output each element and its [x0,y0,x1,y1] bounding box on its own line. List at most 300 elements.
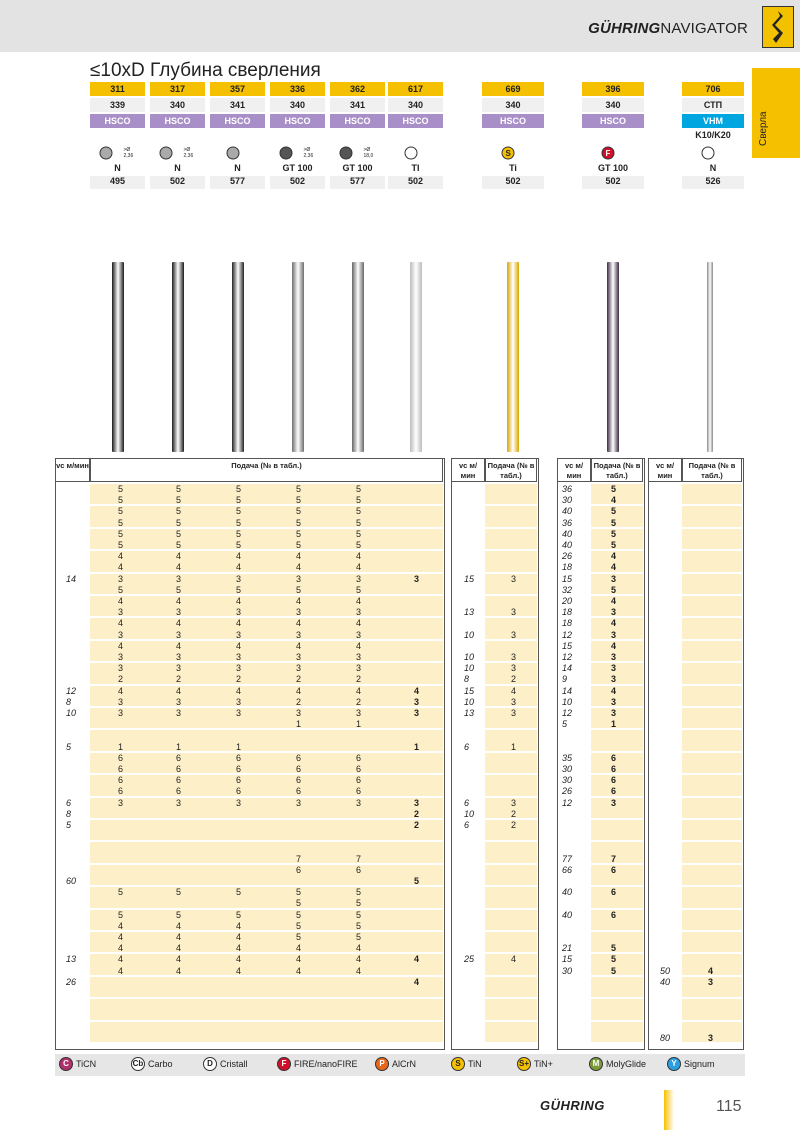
catalog-ref: 502 [388,176,443,189]
feed-value: 4 [176,954,182,965]
feed-value: 2 [296,674,302,685]
legend-item [375,1057,416,1071]
feed-value: 3 [356,607,362,618]
feed-value: 4 [356,562,362,573]
feed-value: 5 [176,484,182,494]
vc-value: 10 [464,663,475,674]
table-row-band [591,574,643,594]
vc-value: 12 [562,629,573,640]
feed-value: 4 [176,618,182,629]
vc-value: 40 [562,540,573,550]
feed-value: 4 [236,932,242,942]
legend-label: Cristall [220,1059,248,1069]
vc-value: 5 [66,741,72,752]
feed-value: 6 [118,752,124,763]
feed-value: 3 [511,696,517,707]
coating-mark-icon: C [59,1057,73,1071]
vc-value: 13 [464,607,475,618]
feed-value: 5 [176,887,182,898]
feed-value: 6 [118,786,124,797]
catalog-ref: 526 [682,176,744,189]
legend-item [667,1057,715,1071]
legend-label: Carbo [148,1059,173,1069]
table-row-band [90,1022,443,1042]
coating-mark-icon: Cb [131,1057,145,1071]
catalog-ref: 502 [582,176,644,189]
feed-value: 5 [296,898,302,909]
drill-image [607,262,619,452]
table-row-band [591,506,643,526]
feed-value: 6 [236,786,242,797]
feed-value: 5 [611,506,617,517]
feed-value: 5 [611,584,617,595]
table-row-band [485,529,537,549]
table-row-band [90,865,443,885]
feed-value: 4 [176,596,182,606]
feed-value: 4 [296,640,302,651]
coating-mark-icon: F [277,1057,291,1071]
feed-value: 4 [118,943,124,954]
type-label: N [234,163,241,173]
legend-label: TiN [468,1059,482,1069]
catalog-ref: 495 [90,176,145,189]
feed-value: 4 [356,954,362,965]
vc-value: 5 [66,820,72,830]
feed-value: 5 [176,517,182,528]
vc-value: 10 [464,696,475,707]
feed-value: 3 [176,708,182,718]
table-row-band [485,887,537,907]
table-row-band [591,663,643,683]
table-row-band [682,618,742,638]
drill-image [507,262,519,452]
feed-value: 4 [236,562,242,573]
product-column [150,82,205,189]
feed-value: 2 [511,808,517,819]
table-row-band [485,506,537,526]
grey-circle-icon [210,143,265,163]
feed-value: 3 [236,663,242,674]
table-row-band [485,999,537,1019]
table-row-band [591,932,643,952]
feed-value: 4 [296,954,302,965]
table-row-band [90,506,443,526]
feed-value: 3 [118,629,124,640]
feed-value: 5 [118,506,124,517]
feed-value: 5 [356,495,362,506]
catalog-ref: 577 [330,176,385,189]
table-row-band [682,842,742,862]
drill-image [707,262,713,452]
table-row-band [682,999,742,1019]
table-row-band [591,641,643,661]
feed-value: 4 [611,495,617,506]
feed-value: 4 [236,551,242,562]
vc-value: 26 [562,786,573,797]
material-badge: HSCO [482,114,544,128]
coating-mark-icon: Y [667,1057,681,1071]
feed-value: 1 [296,719,302,730]
feed-value: 5 [611,954,617,965]
legend-item [131,1057,173,1071]
feed-value: 5 [236,584,242,595]
feed-value: 4 [118,920,124,931]
table-row-band [591,753,643,773]
feed-value: 6 [611,752,617,763]
vc-value: 6 [464,741,470,752]
feed-value: 6 [611,887,617,898]
material-badge: HSCO [270,114,325,128]
type-label: Ti [509,163,517,173]
vc-value: 26 [66,976,77,987]
table-row-band [591,529,643,549]
table-row-band [485,484,537,504]
feed-value: 5 [236,909,242,920]
feed-value: 3 [414,573,420,584]
material-badge: HSCO [388,114,443,128]
feed-value: 5 [176,528,182,539]
icon-note: >Ø 2,36 [123,147,134,159]
vc-value: 30 [562,965,573,976]
feed-value: 4 [176,932,182,942]
vc-value: 25 [464,954,475,965]
feed-value: 4 [356,618,362,629]
vc-value: 36 [562,484,573,494]
table-row-band [90,641,443,661]
feed-value: 4 [118,965,124,976]
feed-value: 6 [236,752,242,763]
feed-value: 3 [118,708,124,718]
coating-mark-icon: M [589,1057,603,1071]
vc-value: 18 [562,607,573,618]
feed-value: 2 [414,808,420,819]
vc-value: 14 [562,663,573,674]
feed-value: 5 [176,506,182,517]
material-badge: HSCO [90,114,145,128]
table-row-band [90,596,443,616]
icon-note: >Ø 18,0 [363,147,374,159]
vc-value: 15 [464,685,475,696]
feed-value: 2 [176,674,182,685]
table-row-band [682,932,742,952]
feed-value: 4 [356,640,362,651]
table-row-band [591,686,643,706]
feed-value: 4 [118,562,124,573]
feed-value: 5 [236,517,242,528]
product-column [330,82,385,189]
table-row-band [591,910,643,930]
feed-value: 5 [236,484,242,494]
feed-value: 5 [118,584,124,595]
feed-value: 4 [511,685,517,696]
feed-value: 3 [511,663,517,674]
feed-value: 4 [414,976,420,987]
product-column [210,82,265,189]
vc-value: 66 [562,864,573,875]
table-row-band [485,753,537,773]
feed-value: 6 [611,775,617,786]
feed-value: 3 [236,573,242,584]
vc-header: vc м/мин [451,458,485,482]
feed-value: 3 [236,607,242,618]
feed-value: 3 [296,629,302,640]
legend-label: FIRE/nanoFIRE [294,1059,358,1069]
feed-value: 3 [708,1032,714,1043]
vc-value: 35 [562,752,573,763]
feed-value: 4 [611,551,617,562]
feed-value: 7 [611,853,617,864]
tin-s-icon [482,143,544,163]
feed-value: 4 [118,551,124,562]
feed-value: 5 [296,495,302,506]
feed-value: 2 [511,820,517,830]
feed-value: 4 [176,551,182,562]
vc-value: 40 [562,909,573,920]
feed-value: 1 [414,741,420,752]
material-badge: HSCO [330,114,385,128]
vc-value: 15 [562,954,573,965]
feed-value: 5 [236,495,242,506]
feed-value: 5 [118,495,124,506]
feed-value: 5 [356,528,362,539]
feed-value: 6 [296,864,302,875]
table-row-band [90,708,443,728]
legend-label: MolyGlide [606,1059,647,1069]
feed-value: 5 [296,887,302,898]
feed-value: 3 [611,607,617,618]
feed-value: 2 [118,674,124,685]
vc-value: 5 [562,719,568,730]
vc-value: 8 [66,696,72,707]
norm-code: 339 [90,98,145,112]
feed-value: 5 [356,484,362,494]
table-row-band [682,686,742,706]
table-row-band [591,999,643,1019]
feed-value: 5 [356,887,362,898]
feed-value: 5 [176,495,182,506]
coating-mark-icon: D [203,1057,217,1071]
vc-value: 8 [464,674,470,685]
table-row-band [90,820,443,840]
vc-value: 10 [562,696,573,707]
vc-value: 10 [464,629,475,640]
feed-value: 5 [356,920,362,931]
vc-value: 32 [562,584,573,595]
vc-value: 14 [562,685,573,696]
product-code: 362 [330,82,385,96]
drill-image [352,262,364,452]
drill-image [292,262,304,452]
table-row-band [682,708,742,728]
table-row-band [591,842,643,862]
product-code: 357 [210,82,265,96]
feed-value: 1 [611,719,617,730]
feed-value: 4 [236,954,242,965]
feed-value: 5 [296,528,302,539]
feed-value: 3 [611,663,617,674]
feed-value: 6 [236,764,242,774]
feed-value: 2 [511,674,517,685]
half-circle-icon [330,143,385,163]
vc-value: 6 [66,797,72,808]
feed-value: 2 [356,674,362,685]
feed-value: 4 [356,551,362,562]
feed-value: 3 [118,652,124,662]
legend-label: AlCrN [392,1059,416,1069]
feed-value: 6 [356,764,362,774]
table-row-band [682,574,742,594]
feed-value: 6 [611,764,617,774]
feed-value: 4 [236,640,242,651]
vc-value: 13 [464,708,475,718]
feed-value: 6 [356,775,362,786]
feed-value: 4 [611,640,617,651]
feed-value: 5 [296,506,302,517]
feed-value: 3 [356,573,362,584]
feed-value: 4 [118,932,124,942]
legend-label: TiCN [76,1059,97,1069]
feed-value: 4 [296,562,302,573]
feed-value: 4 [611,685,617,696]
type-label: N [174,163,181,173]
feed-value: 3 [176,629,182,640]
side-tab[interactable]: Сверла [752,68,800,158]
feed-value: 5 [118,517,124,528]
feed-value: 5 [611,540,617,550]
table-row-band [682,529,742,549]
icon-note: >Ø 2,36 [303,147,314,159]
norm-code: 341 [210,98,265,112]
norm-code: 341 [330,98,385,112]
product-code: 311 [90,82,145,96]
feed-value: 3 [611,652,617,662]
vc-value: 80 [660,1032,671,1043]
feed-value: 3 [356,652,362,662]
norm-code: СТП [682,98,744,112]
table-row-band [682,865,742,885]
feed-value: 4 [236,943,242,954]
vc-value: 40 [660,976,671,987]
vc-value: 18 [562,618,573,629]
feed-value: 3 [511,607,517,618]
table-row-band [485,775,537,795]
vc-value: 40 [562,528,573,539]
vc-value: 10 [66,708,77,718]
table-row-band [682,820,742,840]
table-row-band [90,529,443,549]
legend-item [277,1057,358,1071]
feed-value: 3 [118,696,124,707]
vc-value: 10 [464,652,475,662]
table-row-band [591,596,643,616]
table-row-band [591,775,643,795]
vc-value: 60 [66,876,77,886]
feed-value: 3 [511,629,517,640]
page-title: ≤10xD Глубина сверления [90,60,321,81]
feed-value: 5 [296,584,302,595]
table-row-band [90,954,443,974]
table-row-band [485,932,537,952]
feed-value: 6 [118,775,124,786]
legend-item [589,1057,646,1071]
product-column [582,82,644,189]
vc-value: 30 [562,495,573,506]
vc-value: 12 [562,797,573,808]
norm-code: 340 [482,98,544,112]
drill-image [172,262,184,452]
feed-value: 5 [356,909,362,920]
feed-value: 3 [176,573,182,584]
vc-header: vc м/мин [557,458,591,482]
feed-value: 6 [611,909,617,920]
feed-value: 4 [611,596,617,606]
vc-value: 77 [562,853,573,864]
table-row-band [682,798,742,818]
feed-value: 3 [296,573,302,584]
feed-value: 3 [236,652,242,662]
feed-value: 4 [236,618,242,629]
table-row-band [591,618,643,638]
feed-value: 5 [356,584,362,595]
double-circle-icon [90,143,145,163]
product-code: 336 [270,82,325,96]
table-row-band [682,910,742,930]
coating-mark-icon: S [451,1057,465,1071]
table-row-band [591,865,643,885]
legend-item [203,1057,248,1071]
feed-value: 5 [176,584,182,595]
feed-value: 1 [356,719,362,730]
half-circle-icon [270,143,325,163]
empty-circle-icon [388,143,443,163]
type-label: N [709,163,717,173]
feed-header: Подача (№ в табл.) [485,458,537,482]
table-row-band [591,798,643,818]
feed-value: 6 [356,864,362,875]
material-badge: HSCO [150,114,205,128]
feed-value: 5 [296,540,302,550]
feed-value: 3 [236,708,242,718]
feed-value: 6 [356,786,362,797]
feed-value: 3 [611,674,617,685]
vc-value: 6 [464,797,470,808]
vc-value: 9 [562,674,568,685]
table-row-band [90,932,443,952]
table-row-band [591,887,643,907]
vc-value: 30 [562,764,573,774]
feed-value: 4 [176,920,182,931]
feed-value: 3 [511,573,517,584]
table-row-band [485,842,537,862]
feed-value: 4 [296,943,302,954]
feed-value: 3 [611,708,617,718]
feed-value: 3 [296,797,302,808]
table-row-band [682,641,742,661]
vc-value: 15 [562,640,573,651]
feed-value: 3 [511,797,517,808]
feed-value: 6 [296,775,302,786]
feed-value: 2 [296,696,302,707]
table-row-band [90,887,443,907]
vc-value: 30 [562,775,573,786]
feed-value: 1 [176,741,182,752]
feed-value: 3 [356,663,362,674]
grade-label: K10/K20 [695,130,731,140]
feed-value: 5 [118,540,124,550]
table-row-band [591,551,643,571]
icon-note: >Ø 2,36 [183,147,194,159]
feed-value: 3 [176,663,182,674]
